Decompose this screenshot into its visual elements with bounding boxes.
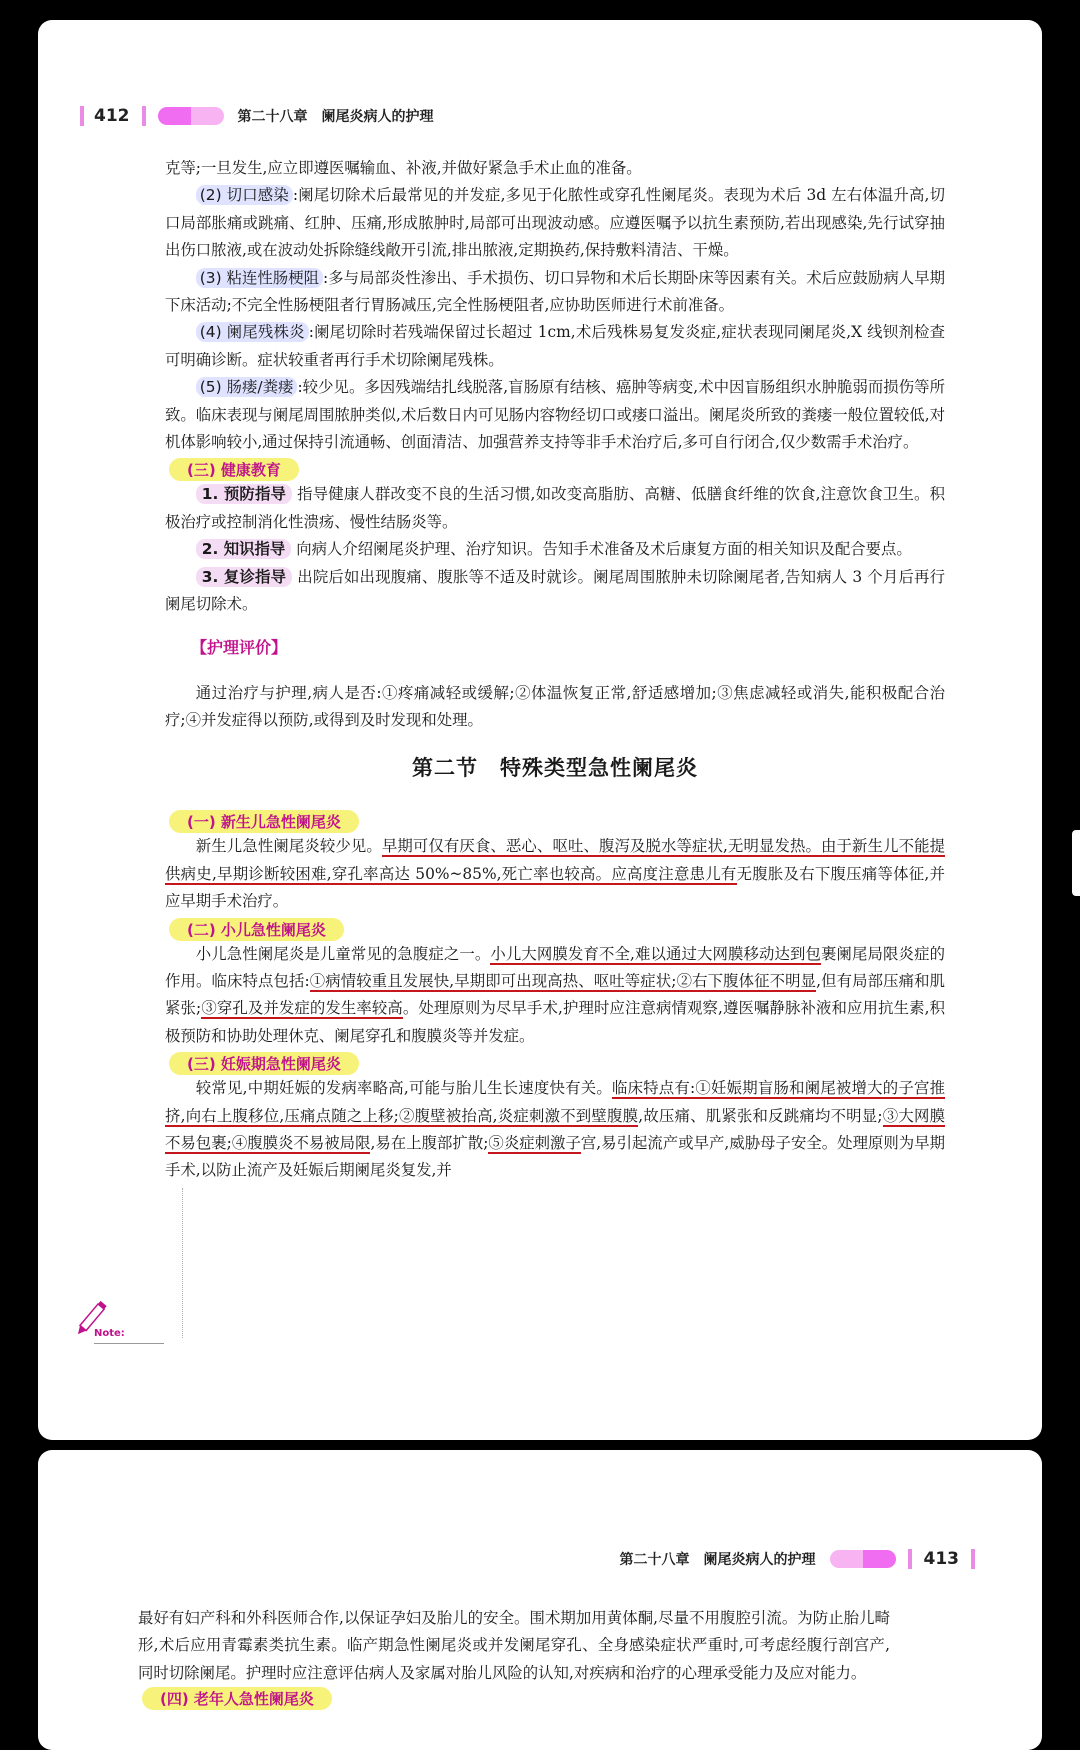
- complication-item: [165, 374, 945, 456]
- page-header: [80, 100, 434, 132]
- page-header: [620, 1545, 976, 1573]
- header-bar: [80, 106, 84, 126]
- edu-text: 向病人介绍阑尾炎护理、治疗知识。告知手术准备及术后康复方面的相关知识及配合要点。: [296, 540, 912, 559]
- complication-item: [165, 265, 945, 320]
- header-pill: [830, 1550, 896, 1568]
- text: 无腹胀及右下腹压痛等体征,并应早期手术治疗。: [165, 864, 945, 911]
- section-title: 第二节 特殊类型急性阑尾炎: [412, 756, 698, 781]
- text: 较常见,中期妊娠的发病率略高,可能与胎儿生长速度快有关。: [195, 1079, 612, 1098]
- header-bar: [971, 1549, 975, 1569]
- text: 裹阑尾局限炎症的作用。临床特点包括:: [165, 944, 945, 990]
- note-line: [94, 1343, 164, 1344]
- page-body: [165, 155, 945, 1185]
- eval-paragraph: 通过治疗与护理,病人是否:①疼痛减轻或缓解;②体温恢复正常,舒适感增加;③焦虑减轻或消失,能积极配合治疗;④并发症得以预防,或得到及时发现和处理。: [165, 683, 945, 729]
- item-label: (5) 肠瘘/粪瘘: [196, 377, 298, 397]
- section-heading: (三) 健康教育: [169, 458, 299, 481]
- page-number: 412: [94, 106, 130, 126]
- page-number: 413: [923, 1549, 959, 1569]
- header-bar: [908, 1549, 912, 1569]
- underlined-text: ③大网膜不易包裹;④腹膜炎不易被局限: [165, 1106, 945, 1152]
- underlined-text: ①病情较重且发展快,早期即可出现高热、呕吐等症状;②右下腹体征不明显: [309, 971, 817, 990]
- paragraph: 克等;一旦发生,应立即遵医嘱输血、补液,并做好紧急手术止血的准备。: [165, 159, 642, 177]
- paragraph: 最好有妇产科和外科医师合作,以保证孕妇及胎儿的安全。围术期加用黄体酮,尽量不用腹腔引流。为防止胎儿畸形,术后应用青霉素类抗生素。临产期急性阑尾炎或并发阑尾穿孔、全身感染症状严重时,可考虑经腹行剖宫产,同时切除阑尾。护理时应注意评估病人及家属对胎儿风险的认知,对疾病和治疗的心理承受能力及应对能力。: [138, 1609, 890, 1682]
- edu-text: 指导健康人群改变不良的生活习惯,如改变高脂肪、高糖、低膳食纤维的饮食,注意饮食卫生。积极治疗或控制消化性溃疡、慢性结肠炎等。: [165, 485, 945, 531]
- paragraph: [165, 941, 945, 1051]
- item-text: :较少见。多因残端结扎线脱落,盲肠原有结核、癌肿等病变,术中因盲肠组织水肿脆弱而损伤等所致。临床表现与阑尾周围脓肿类似,术后数日内可见肠内容物经切口或瘘口溢出。阑尾炎所致的粪瘘一般位置较低,对机体影响较小,通过保持引流通畅、创面清洁、加强营养支持等非手术治疗后,多可自行闭合,仅少数需手术治疗。: [165, 378, 945, 452]
- item-label: (3) 粘连性肠梗阻: [196, 268, 323, 288]
- edu-item: [165, 481, 945, 536]
- text: 新生儿急性阑尾炎较少见。: [195, 837, 382, 856]
- chapter-title: 第二十八章 阑尾炎病人的护理: [619, 1552, 816, 1568]
- item-text: :多与局部炎性渗出、手术损伤、切口异物和术后长期卧床等因素有关。术后应鼓励病人早期下床活动;不完全性肠梗阻者行胃肠减压,完全性肠梗阻者,应协助医师进行术前准备。: [165, 268, 946, 315]
- text: ,故压痛、肌紧张和反跳痛均不明显;: [638, 1106, 883, 1125]
- margin-dotted-line: [182, 1188, 183, 1338]
- eval-heading: 【护理评价】: [191, 637, 288, 657]
- text: 。处理原则为尽早手术,护理时应注意病情观察,遵医嘱静脉补液和应用抗生素,积极预防和协助处理休克、阑尾穿孔和腹膜炎等并发症。: [165, 999, 945, 1045]
- subsection-heading: (一) 新生儿急性阑尾炎: [169, 810, 359, 833]
- item-label: (4) 阑尾残株炎: [196, 322, 309, 342]
- item-text: :阑尾切除术后最常见的并发症,多见于化脓性或穿孔性阑尾炎。表现为术后 3d 左右体温升高,切口局部胀痛或跳痛、红肿、压痛,形成脓肿时,局部可出现波动感。应遵医嘱予以抗生素预防,若出现感染,先行试穿抽出伤口脓液,或在波动处拆除缝线敞开引流,排出脓液,定期换药,保持敷料清洁、干燥。: [165, 186, 945, 260]
- edu-text: 出院后如出现腹痛、腹胀等不适及时就诊。阑尾周围脓肿未切除阑尾者,告知病人 3 个月后再行阑尾切除术。: [165, 567, 945, 614]
- text: 宫,易引起流产或早产,威胁母子安全。处理原则为早期手术,以防止流产及妊娠后期阑尾炎复发,并: [165, 1133, 945, 1180]
- subsection-heading: (三) 妊娠期急性阑尾炎: [169, 1052, 359, 1075]
- text: ,但有局部压痛和肌紧张;: [165, 971, 945, 1018]
- text: 小儿急性阑尾炎是儿童常见的急腹症之一。: [195, 944, 491, 963]
- edu-item: [165, 564, 945, 619]
- item-text: :阑尾切除时若残端保留过长超过 1cm,术后残株易复发炎症,症状表现同阑尾炎,X 线钡剂检查可明确诊断。症状较重者再行手术切除阑尾残株。: [165, 323, 945, 369]
- edu-label: 3. 复诊指导: [196, 567, 292, 587]
- subsection-heading: (四) 老年人急性阑尾炎: [142, 1687, 332, 1710]
- page-body: [138, 1605, 890, 1710]
- underlined-text: 小儿大网膜发育不全,难以通过大网膜移动达到包: [490, 944, 822, 963]
- header-bar: [142, 106, 146, 126]
- underlined-text: ⑤炎症刺激子: [488, 1133, 581, 1152]
- underlined-text: 早期可仅有厌食、恶心、呕吐、腹泻及脱水等症状,无明显发热。由于新生儿不能提供病史,早期诊断较困难,穿孔率高达 50%~85%,死亡率也较高。应高度注意患儿有: [165, 837, 945, 883]
- scroll-handle[interactable]: [1072, 830, 1080, 896]
- subsection-heading: (二) 小儿急性阑尾炎: [169, 918, 344, 941]
- edu-label: 1. 预防指导: [196, 484, 292, 504]
- chapter-title: 第二十八章 阑尾炎病人的护理: [237, 109, 434, 125]
- note-label: Note:: [94, 1328, 125, 1339]
- underlined-text: ③穿孔及并发症的发生率较高: [201, 999, 403, 1018]
- edu-label: 2. 知识指导: [196, 539, 291, 559]
- text: ,易在上腹部扩散;: [370, 1133, 489, 1152]
- item-label: (2) 切口感染: [196, 185, 293, 205]
- complication-item: [165, 182, 945, 264]
- underlined-text: 临床特点有:①妊娠期盲肠和阑尾被增大的子宫推挤,向右上腹移位,压痛点随之上移;②腹壁被抬高,炎症刺激不到壁腹膜: [165, 1079, 945, 1125]
- paragraph: [165, 833, 945, 915]
- edu-item: [165, 536, 945, 563]
- header-pill: [158, 107, 224, 125]
- complication-item: [165, 319, 945, 374]
- paragraph: [165, 1075, 945, 1185]
